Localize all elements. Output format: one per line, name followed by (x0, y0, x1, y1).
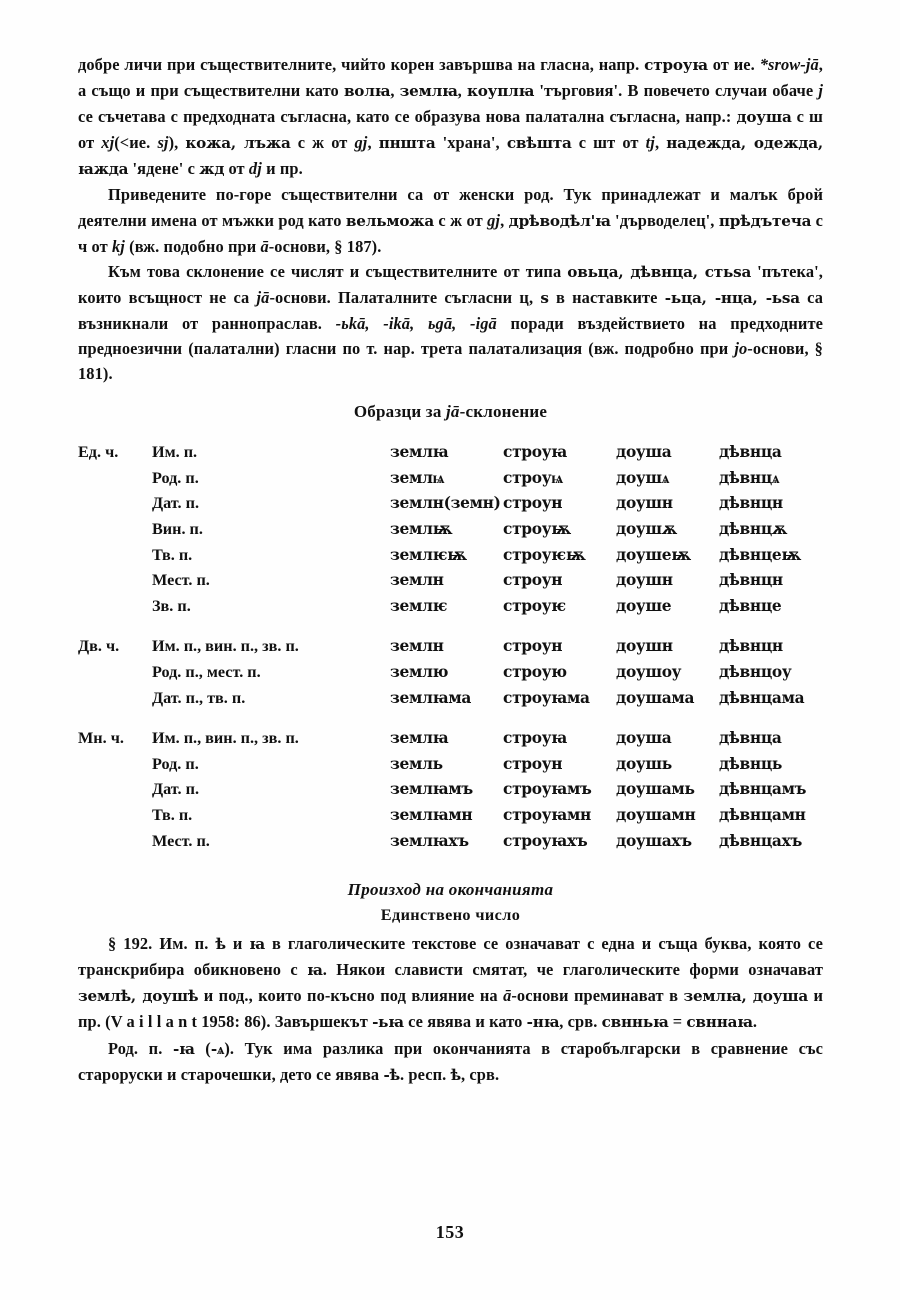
p-ovica-italic-run: jo (734, 339, 748, 359)
paradigm-form: доуше (616, 596, 672, 615)
case-label: Зв. п. (152, 596, 191, 615)
p-ovica-text-run: -основи. Палаталните съгласни ц, (269, 287, 541, 307)
number-label (78, 594, 152, 620)
paradigm-form: доушама (616, 688, 695, 707)
paradigm-form: доушамн (616, 805, 696, 824)
p-ovica-ocs-run: овьца, дѣвнца, стьѕа (567, 262, 752, 281)
paradigm-row (78, 803, 823, 829)
paragraph-block-bottom (78, 931, 823, 1088)
p-192-text-run: = (668, 1012, 687, 1032)
paradigm-form: землѩ (390, 468, 445, 487)
paragraph (78, 52, 823, 182)
p-genitive-ocs-run: -ꙗ (173, 1039, 195, 1058)
paragraph-block-top (78, 52, 823, 386)
paradigm-form: землꙗ (390, 729, 449, 748)
section-heading-origin: Произход на окончанията (347, 880, 554, 900)
case-label: Род. п. (152, 468, 199, 487)
paradigm-form: землꙗ (390, 443, 449, 462)
paradigm-form: строуѥ (503, 596, 566, 615)
paradigm-row (78, 517, 823, 543)
paradigm-form: дѣвнцамн (719, 805, 806, 824)
paragraph (78, 931, 823, 1035)
paradigm-form: землꙗма (390, 688, 472, 707)
p-jotation-text-run: от ие. (707, 55, 760, 74)
paradigm-form: землѭ (390, 520, 453, 538)
p-jotation-text-run: добре личи при съществителните, чийто корен завършва на гласна, напр. (78, 55, 645, 74)
case-label: Вин. п. (152, 520, 203, 538)
p-jotation-text-run: се съчетава с предходната съгласна, като се образува нова палатална съгласна, напр.: (78, 107, 737, 127)
p-jotation-ocs-run: коуплꙗ (466, 82, 535, 101)
number-label (78, 752, 152, 778)
p-jotation-italic-run: *srow-jā (759, 55, 819, 74)
paradigm-form: доушѧ (616, 468, 670, 487)
paradigm-form: строун (503, 637, 563, 656)
p-192-text-run: -основи преминават в (511, 986, 684, 1006)
p-genitive-text-run: ). Тук има разлика при окончанията в старобългарски в сравнение със староруски и старочешки, дето се явява (78, 1038, 823, 1084)
p-feminine-text-run: с ч от (78, 210, 824, 256)
p-genitive-text-run: , срв. (461, 1064, 500, 1084)
p-192-text-run: и пр. (V a i l l a n t 1958: 86). Завършекът (78, 986, 823, 1032)
number-label: Ед. ч. (78, 443, 119, 462)
paradigm-form: землꙗхъ (390, 831, 469, 850)
paradigm-form: доуша (616, 729, 672, 748)
paradigm-form: дѣвнцама (719, 688, 805, 707)
p-jotation-italic-run: gj (354, 133, 368, 153)
paradigm-row (78, 440, 823, 466)
p-jotation-italic-run: sj (157, 133, 169, 153)
paradigm-row (78, 777, 823, 803)
paradigm-form: дѣвнцамъ (719, 780, 807, 799)
p-feminine-italic-run: kj (111, 236, 125, 256)
p-feminine-text-run: с ж от (434, 210, 488, 230)
paradigm-row (78, 594, 823, 620)
paradigm-row (78, 711, 823, 752)
p-jotation-ocs-run: волꙗ (343, 82, 391, 101)
page-content (78, 52, 823, 1088)
number-label (78, 803, 152, 829)
p-feminine-text-run: , (500, 210, 509, 230)
p-jotation-text-run: и пр. (261, 159, 303, 179)
paradigm-form: строун (503, 494, 563, 513)
number-label (78, 660, 152, 686)
spacer (78, 854, 823, 880)
p-ovica-italic-run: jā (256, 287, 270, 307)
p-ovica-text-run: в наставките (548, 287, 665, 307)
number-label (78, 517, 152, 543)
paradigm-form: дѣвнцн (719, 494, 783, 513)
p-ovica-text-run: -основи, § 181). (78, 339, 823, 384)
case-label: Тв. п. (152, 805, 193, 824)
p-192-text-run: и под., които по-късно под влияние на (198, 986, 504, 1006)
paradigm-form: строун (503, 754, 563, 773)
paradigm-form: доушеѭ (616, 545, 691, 564)
p-jotation-text-run: с ш от (78, 107, 823, 153)
paradigm-form: строую (503, 662, 567, 681)
case-label: Мест. п. (152, 831, 210, 850)
paradigm-form: строуѥѭ (503, 545, 586, 564)
p-genitive-text-run: . респ. (400, 1064, 451, 1084)
paradigm-form: дѣвнцѫ (719, 520, 788, 538)
paradigm-row (78, 568, 823, 594)
p-ovica-text-run: са възникнали от раннопраслав. (78, 287, 823, 333)
p-jotation-text-run: , (654, 133, 667, 153)
p-jotation-text-run: 'храна', (435, 133, 507, 153)
paradigm-form: дѣвнцеѭ (719, 545, 802, 564)
paradigm-form: доушн (616, 637, 673, 656)
p-192-text-run: . (752, 1012, 758, 1032)
table-title (78, 402, 823, 422)
p-jotation-ocs-run: доуша (736, 108, 792, 127)
p-jotation-italic-run: j (818, 81, 823, 101)
p-feminine-text-run: (вж. подобно при (124, 236, 261, 256)
number-label: Мн. ч. (78, 729, 124, 748)
paradigm-row (78, 543, 823, 569)
p-jotation-text-run: 'търговия'. В повечето случаи обаче (534, 81, 819, 101)
paradigm-form: строуꙗмъ (503, 780, 592, 799)
table-title-text-run: Образци за (353, 402, 446, 422)
case-label: Им. п., вин. п., зв. п. (152, 637, 299, 656)
p-192-italic-run: ā (503, 986, 512, 1006)
p-192-ocs-run: -нꙗ (526, 1013, 560, 1032)
p-192-text-run: . Някои слависти смятат, че глаголическите форми означават (322, 960, 823, 980)
number-label (78, 466, 152, 492)
paradigm-form: дѣвнца (719, 729, 782, 748)
paradigm-row (78, 660, 823, 686)
case-label: Тв. п. (152, 545, 193, 564)
p-ovica-ocs-run: ѕ (540, 288, 549, 307)
p-jotation-text-run: , а също и при съществителни като (78, 55, 823, 101)
paradigm-form: строуꙗма (503, 688, 590, 707)
table-title-text-run: -склонение (459, 402, 548, 422)
paradigm-form: дѣвнць (719, 754, 783, 773)
section-subheading-singular: Единствено число (380, 906, 521, 925)
p-feminine-italic-run: ā (260, 236, 269, 256)
case-label: Род. п. (152, 754, 199, 773)
paradigm-row (78, 752, 823, 778)
p-genitive-ocs-run: -ѣ (383, 1065, 401, 1084)
p-jotation-text-run: , (457, 81, 467, 101)
p-genitive-ocs-run: -ѧ (210, 1039, 225, 1058)
p-jotation-text-run: , (367, 133, 379, 153)
paradigm-form: дѣвнце (719, 596, 782, 615)
p-jotation-text-run: с шт от (571, 133, 646, 153)
paradigm-form: строуꙗмн (503, 805, 592, 824)
p-ovica-italic-run: -ьkā, -ikā, ьgā, -igā (335, 313, 497, 333)
number-label (78, 686, 152, 712)
paradigm-row (78, 829, 823, 855)
case-label: Род. п., мест. п. (152, 662, 261, 681)
p-jotation-ocs-run: надежда, одежда, ꙗжда (78, 134, 823, 179)
p-jotation-italic-run: dj (248, 159, 262, 179)
case-label: Дат. п. (152, 780, 200, 799)
p-192-text-run: , срв. (559, 1012, 602, 1032)
number-label (78, 491, 152, 517)
p-ovica-text-run: 'пътека', които всъщност не са (78, 261, 823, 307)
paragraph (78, 1036, 823, 1088)
number-label (78, 829, 152, 855)
p-genitive-ocs-run: ѣ (450, 1065, 462, 1084)
case-label: Им. п., вин. п., зв. п. (152, 729, 299, 748)
paradigm-form: доушь (616, 754, 672, 773)
paradigm-form: строуѩ (503, 468, 563, 487)
paradigm-form: землѥѭ (390, 545, 467, 564)
p-feminine-ocs-run: прѣдътеча (718, 211, 812, 230)
p-jotation-ocs-run: землꙗ (399, 82, 458, 101)
paradigm-table (78, 440, 823, 854)
paradigm-form: строуꙗ (503, 729, 567, 748)
p-feminine-ocs-run: дрѣводѣл'ꙗ (508, 211, 611, 230)
p-feminine-text-run: Приведените по-горе съществителни са от женски род. Тук принадлежат и малък брой деятелни имена от мъжки род като (78, 185, 823, 230)
p-192-ocs-run: свннаꙗ (686, 1013, 753, 1032)
p-192-ocs-run: землꙗ, доуша (683, 987, 809, 1006)
p-192-ocs-run: свнньꙗ (601, 1013, 669, 1032)
p-genitive-text-run: Род. п. (108, 1038, 173, 1058)
number-label (78, 543, 152, 569)
paradigm-form: дѣвнца (719, 443, 782, 462)
paradigm-form: дѣвнцахъ (719, 831, 802, 850)
paradigm-form: дѣвнцн (719, 637, 783, 656)
p-jotation-italic-run: xj (101, 133, 115, 153)
p-jotation-ocs-run: кожа, лъжа (185, 134, 291, 153)
p-192-ocs-run: землѣ, доушѣ (78, 987, 199, 1006)
p-jotation-text-run: с ж от (290, 133, 355, 153)
paradigm-form: строуꙗхъ (503, 831, 588, 850)
p-jotation-text-run: 'ядене' с (128, 159, 200, 179)
p-jotation-ocs-run: пншта (378, 134, 436, 153)
table-title-italic-run: jā (446, 402, 460, 422)
p-jotation-text-run: , (390, 81, 400, 101)
case-label: Мест. п. (152, 571, 210, 590)
p-192-ocs-run: ꙗ (307, 961, 323, 980)
paradigm-form: землѥ (390, 596, 448, 615)
p-jotation-text-run: (<ие. (114, 133, 158, 153)
p-jotation-italic-run: tj (645, 133, 655, 153)
paradigm-form: строуꙗ (503, 443, 567, 462)
number-label (78, 777, 152, 803)
number-label: Дв. ч. (78, 637, 120, 656)
p-192-text-run: и (225, 934, 250, 954)
paradigm-form: дѣвнцѧ (719, 468, 780, 487)
p-ovica-text-run: поради въздействието на предходните предноезични (палатални) гласни по т. нар. трета палатализация (вж. подробно при (78, 313, 823, 359)
page-number: 153 (435, 1222, 465, 1242)
paradigm-form: доушамь (616, 780, 695, 799)
paragraph (78, 182, 823, 258)
p-192-text-run: в глаголическите текстове се означават с една и съща буква, която се транскрибира обикновено с (78, 934, 823, 980)
case-label: Дат. п. (152, 494, 200, 513)
paradigm-form: доушоу (616, 662, 682, 681)
paradigm-form: строуѭ (503, 520, 571, 538)
paradigm-form: землн (390, 637, 444, 656)
p-feminine-text-run: -основи, § 187). (268, 236, 382, 256)
p-jotation-text-run: от (224, 159, 249, 179)
case-label: Дат. п., тв. п. (152, 688, 246, 707)
paradigm-row (78, 466, 823, 492)
p-ovica-ocs-run: -ьца, -нца, -ьѕа (664, 288, 800, 307)
paradigm-form: земль (390, 754, 443, 773)
paradigm-form: землю (390, 662, 449, 681)
paradigm-form: дѣвнцн (719, 571, 783, 590)
paradigm-form: землꙗмн (390, 805, 473, 824)
paradigm-form: землꙗмъ (390, 780, 473, 799)
paragraph (78, 259, 823, 386)
p-ovica-text-run: Към това склонение се числят и съществителните от типа (108, 261, 568, 281)
paradigm-form: доушахъ (616, 831, 692, 850)
p-feminine-text-run: 'дърводелец', (610, 210, 719, 230)
p-jotation-ocs-run: строуꙗ (644, 56, 708, 74)
case-label: Им. п. (152, 443, 198, 462)
paradigm-form: землн(земн) (390, 494, 501, 513)
paradigm-row (78, 619, 823, 660)
paradigm-form: землн (390, 571, 444, 590)
spacer (78, 386, 823, 402)
paradigm-form: доушн (616, 494, 673, 513)
p-jotation-ocs-run: свѣшта (506, 134, 572, 153)
paradigm-form: доуша (616, 443, 672, 462)
paradigm-form: дѣвнцоу (719, 662, 792, 681)
paradigm-form: строун (503, 571, 563, 590)
p-feminine-italic-run: gj (487, 210, 501, 230)
p-192-text-run: се явява и като (403, 1012, 527, 1032)
p-192-text-run: § 192. Им. п. (108, 934, 216, 954)
paradigm-form: доушн (616, 571, 673, 590)
p-feminine-ocs-run: вельможа (345, 211, 435, 230)
p-192-ocs-run: ѣ (215, 935, 226, 954)
p-genitive-text-run: ( (194, 1038, 211, 1058)
p-192-ocs-run: -ьꙗ (372, 1013, 404, 1032)
p-jotation-text-run: ), (168, 133, 186, 153)
paradigm-form: доушѫ (616, 520, 677, 538)
p-jotation-ocs-run: жд (199, 160, 225, 179)
number-label (78, 568, 152, 594)
paradigm-row (78, 491, 823, 517)
paradigm-row (78, 686, 823, 712)
p-192-ocs-run: ꙗ (249, 935, 265, 954)
